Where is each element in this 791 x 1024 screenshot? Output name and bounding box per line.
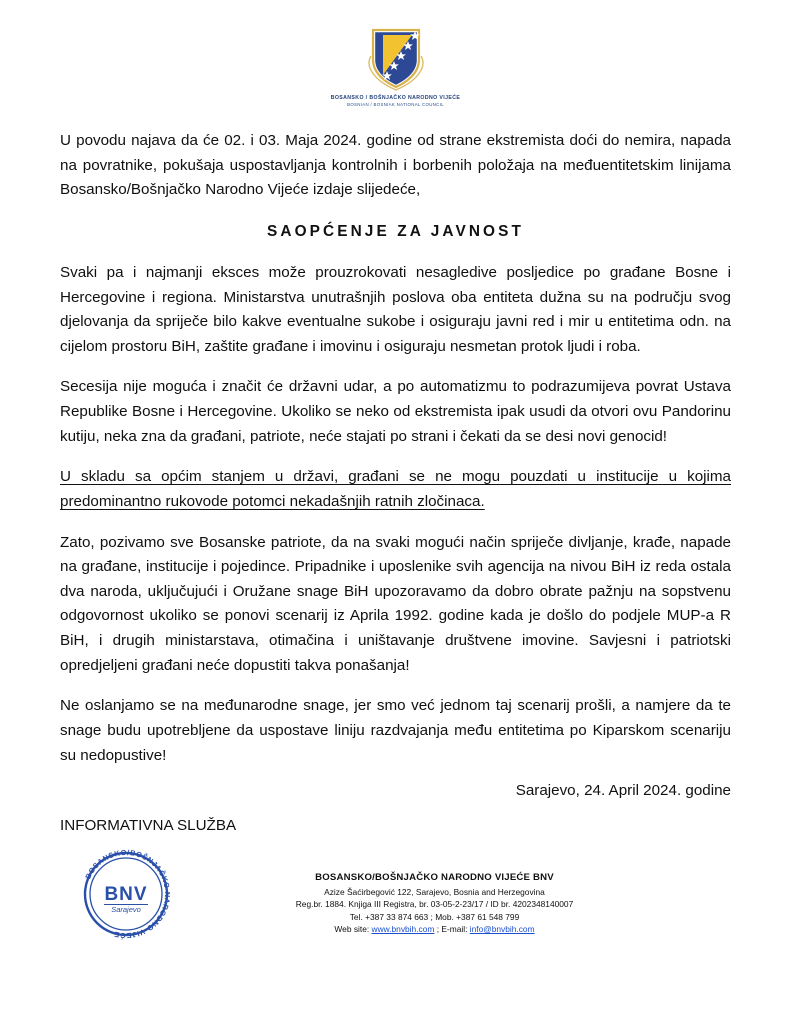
letterhead-org-bs: BOSANSKO / BOŠNJAČKO NARODNO VIJEĆE — [330, 95, 461, 101]
footer-address: Azize Šaćirbegović 122, Sarajevo, Bosnia and Herzegovina — [324, 887, 545, 898]
paragraph-1: Svaki pa i najmanji eksces može prouzrokovati nesagledive posljedice po građane Bosne i Hercegovine i regiona. Ministarstva unutrašnjih poslova oba entiteta dužna su na području svog djelovanja da spriječe bilo kakve eventualne sukobe i osiguraju javni red i mir u entitetima odn. na cijelom prostoru BiH, zaštite građane i imovinu i osiguraju nesmetan protok ljudi i roba. — [60, 263, 731, 355]
document-footer — [60, 840, 731, 946]
email-link[interactable]: info@bnvbih.com — [469, 923, 535, 934]
paragraph-3-underlined: U skladu sa općim stanjem u državi, građani se ne mogu pouzdati u institucije u kojima predominantno rukovode potomci nekadašnjih ratnih zločinaca. — [60, 468, 731, 510]
letterhead — [60, 26, 731, 107]
footer-web-label: Web site: — [334, 923, 370, 934]
signature-department: INFORMATIVNA SLUŽBA — [60, 817, 237, 835]
footer-phones: Tel. +387 33 874 663 ; Mob. +387 61 548 799 — [349, 911, 520, 922]
place-and-date: Sarajevo, 24. April 2024. godine — [515, 782, 731, 800]
svg-text:BOSANSKO/BOŠNJAČKO NARODNO VIJ: BOSANSKO/BOŠNJAČKO NARODNO VIJEĆE — [83, 848, 173, 941]
paragraph-2: Secesija nije moguća i značit će državni udar, a po automatizmu to podrazumijeva povrat Ustava Republike Bosne i Hercegovine. Ukoliko se neko od ekstremista ipak usudi da otvori ovu Pandorinu kutiju, neka zna da građani, patriote, neće stajati po strani i čekati da se desi novi genocid! — [60, 378, 731, 445]
footer-email-label: ; E-mail: — [436, 923, 468, 934]
svg-text:Sarajevo: Sarajevo — [111, 905, 141, 915]
website-link[interactable]: www.bnvbih.com — [371, 923, 435, 934]
paragraph-5: Ne oslanjamo se na međunarodne snage, jer smo već jednom taj scenarij prošli, a namjere da te snage budu upotrebljene da uspostave liniju razdvajanja među entitetima po Kiparskom scenariju su nedopustive! — [60, 697, 731, 764]
footer-org: BOSANSKO/BOŠNJAČKO NARODNO VIJEĆE BNV — [315, 872, 554, 884]
intro-paragraph: U povodu najava da će 02. i 03. Maja 2024. godine od strane ekstremista doći do nemira, napada na povratnike, pokušaja uspostavljanja kontrolnih i borbenih položaja na međuentitetskim linijama Bosansko/Bošnjačko Narodno Vijeće izdaje slijedeće, — [60, 132, 731, 199]
document-body — [60, 129, 731, 834]
letterhead-org-en: BOSNIAN / BOSNIAK NATIONAL COUNCIL — [347, 102, 444, 107]
bih-coat-of-arms-icon — [353, 26, 439, 92]
footer-contact-block — [178, 872, 731, 935]
paragraph-4: Zato, pozivamo sve Bosanske patriote, da na svaki mogući način spriječe divljanje, krađe, napade na građane, institucije i pojedince. Pripadnike i uposlenike svih agencija na nivou BiH iz reda ostala dva naroda, uključujući i Oružane snage BiH upozoravamo da dobro obrate pažnju na sopstvenu odgovornost ukoliko se ponovi scenarij iz Aprila 1992. godine kada je došlo do podjele MUP-a R BiH, i drugih ministarstava, otimačina i uništavanje društvene imovine. Savjesni i patriotski opredjeljeni građani neće dopustiti takva ponašanja! — [60, 533, 731, 674]
svg-text:BNV: BNV — [104, 884, 148, 906]
footer-web-line — [178, 923, 691, 935]
page-title: SAOPĆENJE ZA JAVNOST — [267, 222, 524, 240]
official-stamp-icon — [74, 842, 178, 946]
footer-registry: Reg.br. 1884. Knjiga III Registra, br. 03-05-2-23/17 / ID br. 4202348140007 — [295, 899, 574, 910]
